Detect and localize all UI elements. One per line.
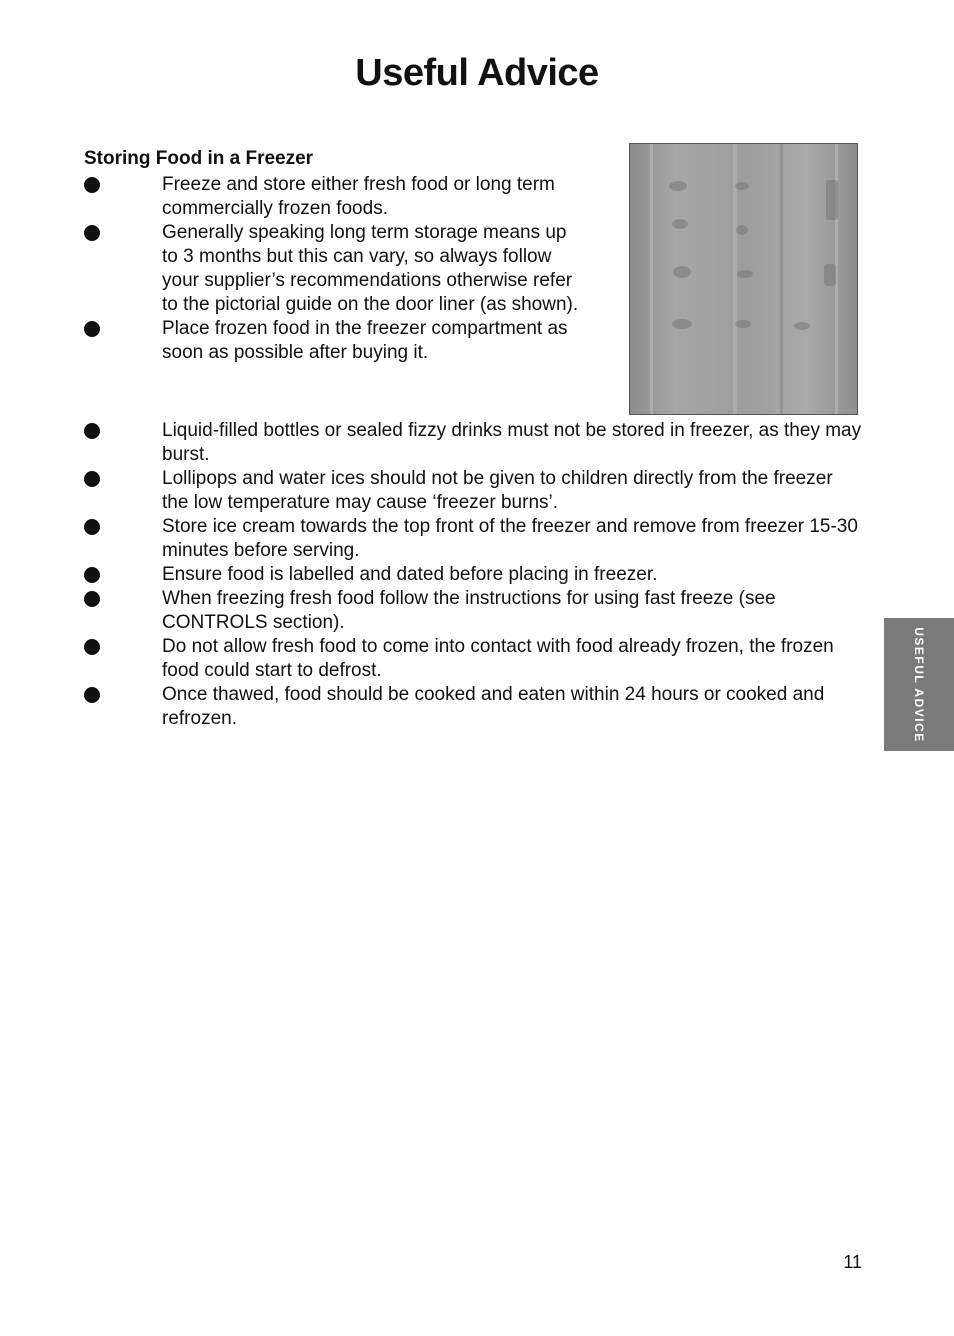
list-item	[84, 587, 864, 635]
section-side-tab	[884, 618, 954, 751]
bullet-text: Store ice cream towards the top front of the freezer and remove from freezer 15-30 minutes before serving.	[162, 516, 858, 561]
bullet-text: Generally speaking long term storage means up to 3 months but this can vary, so always follow your supplier’s recommendations otherwise refer to the pictorial guide on the door liner (as shown).	[162, 222, 579, 315]
bullet-icon	[84, 225, 100, 241]
bullet-icon	[84, 423, 100, 439]
list-item	[84, 635, 864, 683]
list-item	[84, 563, 864, 587]
bullet-icon	[84, 177, 100, 193]
bullet-text: Do not allow fresh food to come into contact with food already frozen, the frozen food could start to defrost.	[162, 636, 834, 681]
list-item	[84, 515, 864, 563]
list-item	[84, 317, 584, 365]
side-tab-label: USEFUL ADVICE	[912, 626, 926, 743]
list-item	[84, 221, 584, 317]
list-item	[84, 419, 864, 467]
bullet-text: When freezing fresh food follow the instructions for using fast freeze (see CONTROLS section).	[162, 588, 776, 633]
bullet-text: Freeze and store either fresh food or long term commercially frozen foods.	[162, 174, 555, 219]
bullet-text: Ensure food is labelled and dated before placing in freezer.	[162, 564, 658, 585]
bullet-icon	[84, 321, 100, 337]
list-item	[84, 173, 584, 221]
door-liner-illustration	[630, 144, 858, 415]
bullet-icon	[84, 471, 100, 487]
section-heading: Storing Food in a Freezer	[84, 148, 314, 169]
page-title: Useful Advice	[355, 52, 599, 94]
bullet-icon	[84, 519, 100, 535]
list-item	[84, 683, 864, 731]
bullet-icon	[84, 567, 100, 583]
bullet-text: Place frozen food in the freezer compartment as soon as possible after buying it.	[162, 318, 568, 363]
list-item	[84, 467, 864, 515]
bullet-text: Once thawed, food should be cooked and eaten within 24 hours or cooked and refrozen.	[162, 684, 825, 729]
bullet-list-bottom	[84, 419, 864, 731]
bullet-icon	[84, 639, 100, 655]
bullet-list-top	[84, 173, 584, 365]
bullet-icon	[84, 591, 100, 607]
bullet-text: Liquid-filled bottles or sealed fizzy drinks must not be stored in freezer, as they may burst.	[162, 420, 862, 465]
bullet-icon	[84, 687, 100, 703]
bullet-text: Lollipops and water ices should not be given to children directly from the freezer the low temperature may cause ‘freezer burns’.	[162, 468, 833, 513]
page-number: 11	[843, 1252, 862, 1272]
door-liner-photo	[629, 143, 858, 415]
